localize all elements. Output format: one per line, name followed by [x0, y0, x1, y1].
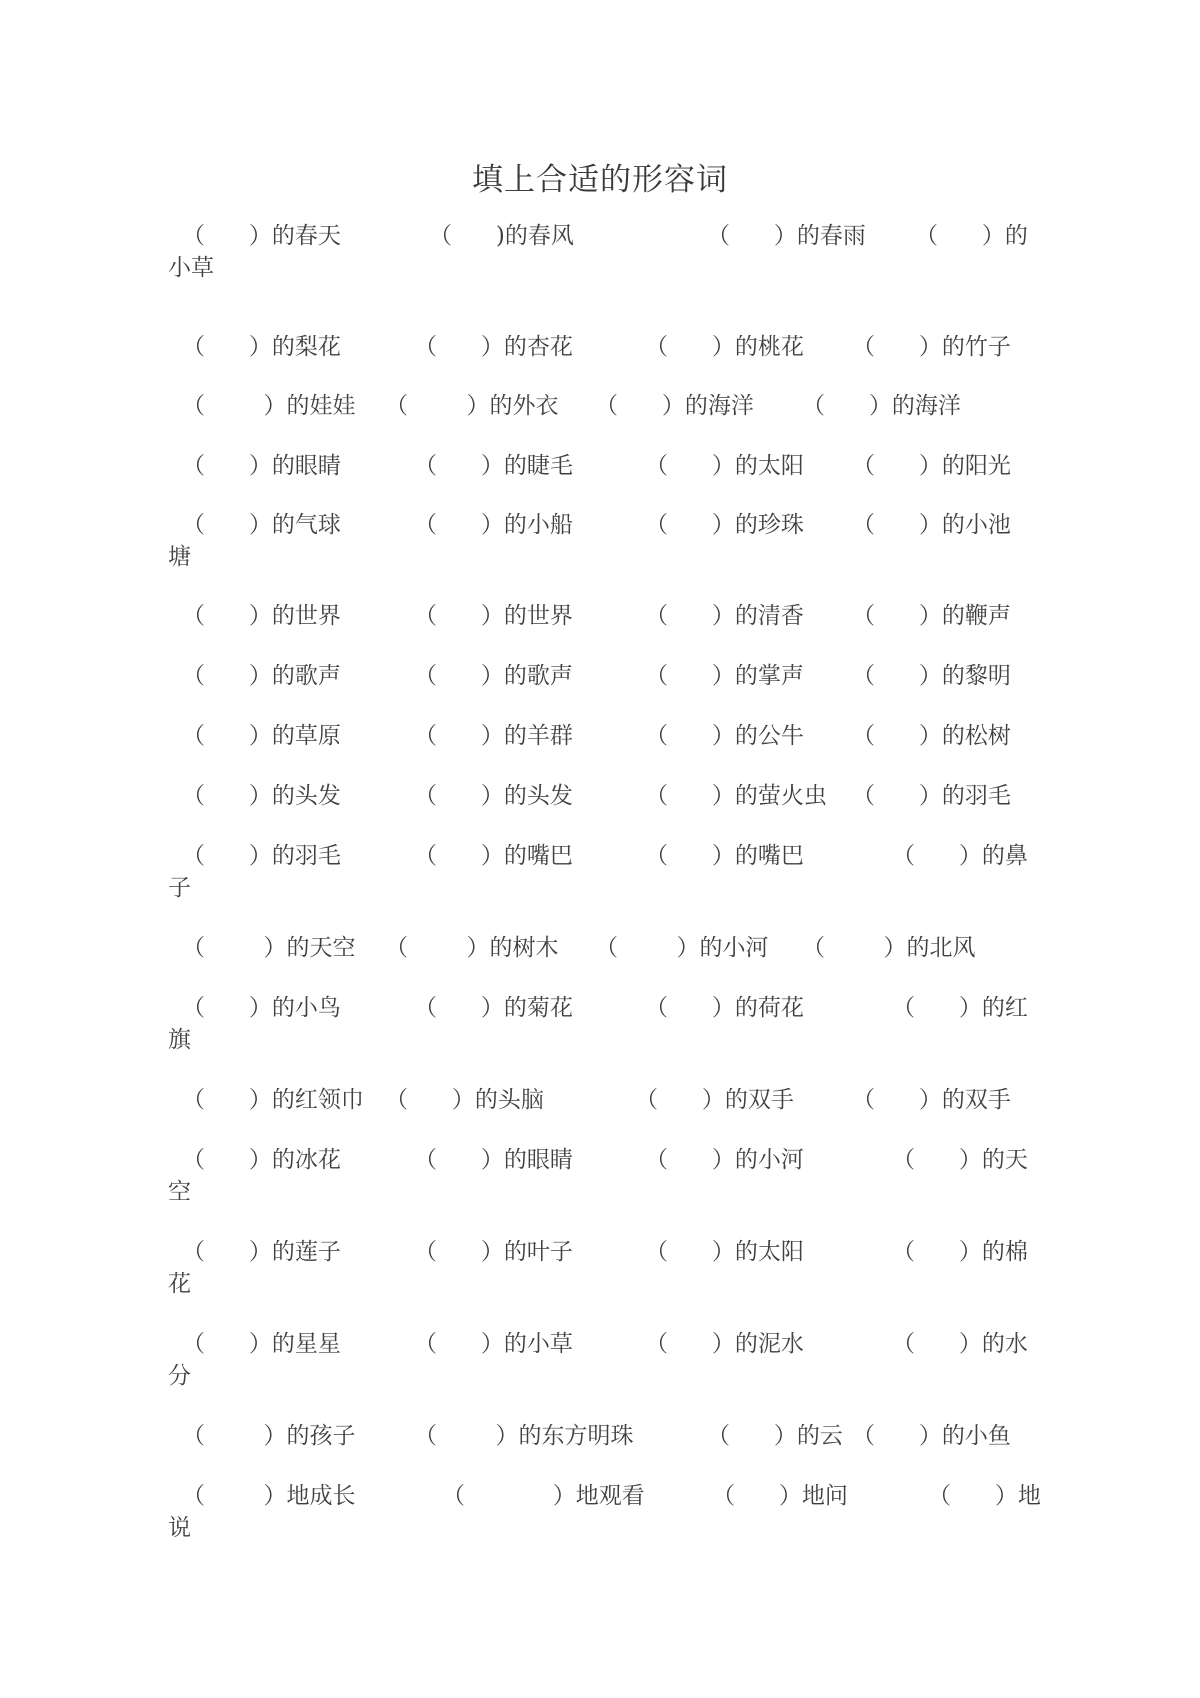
exercise-item: （ ）的小河 [645, 1147, 804, 1173]
exercise-item: （ ）的眼睛 [182, 453, 341, 479]
exercise-row [168, 1236, 1028, 1316]
exercise-item-wrap: 分 [168, 1363, 191, 1389]
exercise-item: （ )的春风 [429, 223, 574, 249]
exercise-item: （ ）地 [928, 1483, 1041, 1509]
exercise-item: （ ）的冰花 [182, 1147, 341, 1173]
exercise-item: （ ）的羽毛 [852, 783, 1011, 809]
exercise-item: （ ）的小池 [852, 512, 1011, 538]
exercise-item: （ ）的春雨 [707, 223, 866, 249]
exercise-item: （ ）的梨花 [182, 334, 341, 360]
exercise-row [168, 1144, 1028, 1224]
exercise-item: （ ）的小鸟 [182, 995, 341, 1021]
exercise-item: （ ）的水 [892, 1331, 1028, 1357]
exercise-item: （ ）的海洋 [802, 393, 961, 419]
exercise-row [168, 992, 1028, 1072]
exercise-item: （ ）的荷花 [645, 995, 804, 1021]
exercise-item-wrap: 小草 [168, 255, 214, 281]
exercise-item: （ ）的头发 [414, 783, 573, 809]
exercise-item-wrap: 旗 [168, 1027, 191, 1053]
exercise-item: （ ）的小鱼 [852, 1423, 1011, 1449]
exercise-item: （ ）的小河 [595, 935, 769, 961]
exercise-item: （ ）的萤火虫 [645, 783, 827, 809]
exercise-item: （ ）的星星 [182, 1331, 341, 1357]
exercise-item-wrap: 塘 [168, 544, 191, 570]
exercise-item: （ ）的春天 [182, 223, 341, 249]
exercise-item: （ ）地问 [712, 1483, 848, 1509]
exercise-item: （ ）的世界 [182, 603, 341, 629]
exercise-item: （ ）的海洋 [595, 393, 754, 419]
exercise-item: （ ）的小草 [414, 1331, 573, 1357]
exercise-row [168, 509, 1022, 589]
page-title: 填上合适的形容词 [472, 162, 728, 198]
exercise-item: （ ）的草原 [182, 723, 341, 749]
exercise-row [168, 840, 1028, 920]
exercise-item: （ ）的天 [892, 1147, 1028, 1173]
exercise-item: （ ）的黎明 [852, 663, 1011, 689]
exercise-item-wrap: 空 [168, 1179, 191, 1205]
exercise-item: （ ）的世界 [414, 603, 573, 629]
exercise-item-wrap: 子 [168, 875, 191, 901]
exercise-row [168, 1480, 1041, 1560]
exercise-item: （ ）的双手 [852, 1087, 1011, 1113]
exercise-item: （ ）的气球 [182, 512, 341, 538]
exercise-item: （ ）的羊群 [414, 723, 573, 749]
exercise-item: （ ）的公牛 [645, 723, 804, 749]
exercise-item: （ ）的掌声 [645, 663, 804, 689]
exercise-item: （ ）的竹子 [852, 334, 1011, 360]
exercise-item: （ ）的太阳 [645, 453, 804, 479]
exercise-item: （ ）的睫毛 [414, 453, 573, 479]
exercise-item: （ ）的红领巾 [182, 1087, 364, 1113]
exercise-row [168, 220, 1028, 300]
exercise-item: （ ）的小船 [414, 512, 573, 538]
exercise-item: （ ）的鞭声 [852, 603, 1011, 629]
exercise-item: （ ）的云 [707, 1423, 843, 1449]
exercise-item: （ ）的北风 [802, 935, 976, 961]
exercise-item: （ ）的阳光 [852, 453, 1011, 479]
exercise-item: （ ）的红 [892, 995, 1028, 1021]
exercise-item-wrap: 花 [168, 1271, 191, 1297]
exercise-item-wrap: 说 [168, 1515, 191, 1541]
exercise-item: （ ）的太阳 [645, 1239, 804, 1265]
exercise-item: （ ）的嘴巴 [414, 843, 573, 869]
exercise-item: （ ）的歌声 [182, 663, 341, 689]
exercise-item: （ ）地成长 [182, 1483, 356, 1509]
exercise-item: （ ）的嘴巴 [645, 843, 804, 869]
exercise-item: （ ）的双手 [635, 1087, 794, 1113]
exercise-item: （ ）的鼻 [892, 843, 1028, 869]
exercise-row [168, 1328, 1028, 1408]
exercise-item: （ ）的松树 [852, 723, 1011, 749]
exercise-item: （ ）的娃娃 [182, 393, 356, 419]
exercise-item: （ ）的菊花 [414, 995, 573, 1021]
exercise-item: （ ）的 [915, 223, 1028, 249]
exercise-item: （ ）的外衣 [385, 393, 559, 419]
exercise-item: （ ）的叶子 [414, 1239, 573, 1265]
exercise-item: （ ）的孩子 [182, 1423, 356, 1449]
exercise-item: （ ）的眼睛 [414, 1147, 573, 1173]
exercise-item: （ ）的头发 [182, 783, 341, 809]
exercise-item: （ ）的歌声 [414, 663, 573, 689]
exercise-item: （ ）的天空 [182, 935, 356, 961]
exercise-item: （ ）的羽毛 [182, 843, 341, 869]
exercise-item: （ ）的杏花 [414, 334, 573, 360]
exercise-item: （ ）的珍珠 [645, 512, 804, 538]
exercise-item: （ ）的清香 [645, 603, 804, 629]
exercise-item: （ ）的莲子 [182, 1239, 341, 1265]
exercise-item: （ ）的树木 [385, 935, 559, 961]
exercise-item: （ ）的头脑 [385, 1087, 544, 1113]
exercise-item: （ ）的棉 [892, 1239, 1028, 1265]
exercise-item: （ ）的东方明珠 [414, 1423, 634, 1449]
exercise-item: （ ）的泥水 [645, 1331, 804, 1357]
exercise-item: （ ）地观看 [442, 1483, 645, 1509]
exercise-item: （ ）的桃花 [645, 334, 804, 360]
